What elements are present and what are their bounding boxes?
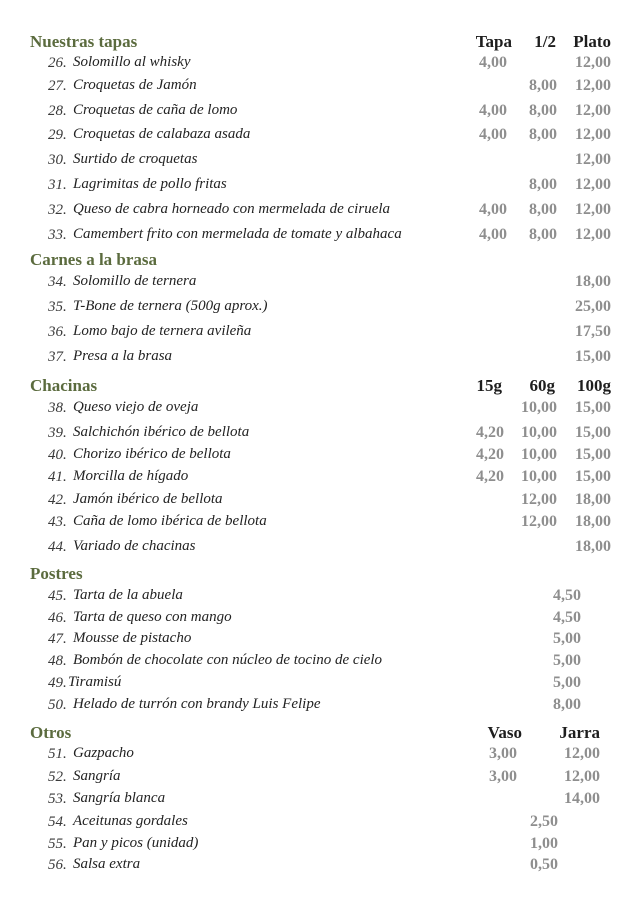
price-plato: 12,00 <box>575 176 611 193</box>
item-name: Camembert frito con mermelada de tomate y albahaca <box>73 226 402 242</box>
item-number: 27. <box>48 78 67 94</box>
price-jarra: 12,00 <box>564 768 600 785</box>
item-number: 55. <box>48 836 67 852</box>
item-number: 28. <box>48 103 67 119</box>
item-name: T-Bone de ternera (500g aprox.) <box>73 298 268 314</box>
item-number: 53. <box>48 791 67 807</box>
item-name: Chorizo ibérico de bellota <box>73 446 231 462</box>
price-plato: 12,00 <box>575 126 611 143</box>
item-number: 32. <box>48 202 67 218</box>
price-60g: 10,00 <box>521 424 557 441</box>
item-number: 48. <box>48 653 67 669</box>
column-header-vaso: Vaso <box>487 723 522 742</box>
item-number: 54. <box>48 814 67 830</box>
price: 25,00 <box>575 298 611 315</box>
section-title-postres: Postres <box>30 564 83 583</box>
item-number: 34. <box>48 274 67 290</box>
price-60g: 12,00 <box>521 513 557 530</box>
price-plato: 12,00 <box>575 226 611 243</box>
section-title-chacinas: Chacinas <box>30 376 98 395</box>
price-60g: 10,00 <box>521 399 557 416</box>
item-name: Gazpacho <box>73 745 134 761</box>
item-name: Sangría <box>73 768 121 784</box>
price-100g: 18,00 <box>575 538 611 555</box>
item-name: Helado de turrón con brandy Luis Felipe <box>73 696 321 712</box>
price-100g: 15,00 <box>575 399 611 416</box>
price-vaso: 3,00 <box>489 768 517 785</box>
price: 0,50 <box>530 856 558 873</box>
price-100g: 18,00 <box>575 513 611 530</box>
item-name: Queso de cabra horneado con mermelada de ciruela <box>73 201 391 217</box>
item-number: 46. <box>48 610 67 626</box>
item-number: 38. <box>48 400 67 416</box>
price-vaso: 3,00 <box>489 745 517 762</box>
price-plato: 12,00 <box>575 77 611 94</box>
item-name: Croquetas de Jamón <box>73 77 197 93</box>
item-number: 51. <box>48 746 67 762</box>
column-header-half: 1/2 <box>534 32 556 51</box>
item-number: 35. <box>48 299 67 315</box>
item-number: 44. <box>48 539 67 555</box>
column-header-60g: 60g <box>529 376 555 395</box>
item-name: Tarta de la abuela <box>73 587 183 603</box>
price-60g: 10,00 <box>521 468 557 485</box>
price: 15,00 <box>575 348 611 365</box>
item-name: Tarta de queso con mango <box>73 609 232 625</box>
item-name: Surtido de croquetas <box>73 151 198 167</box>
item-name: Tiramisú <box>68 674 122 690</box>
item-number: 37. <box>48 349 67 365</box>
section-title-otros: Otros <box>30 723 72 742</box>
item-name: Lomo bajo de ternera avileña <box>73 323 252 339</box>
price: 18,00 <box>575 273 611 290</box>
price-plato: 12,00 <box>575 102 611 119</box>
price-100g: 18,00 <box>575 491 611 508</box>
item-number: 52. <box>48 769 67 785</box>
column-header-tapa: Tapa <box>475 32 512 51</box>
price: 5,00 <box>553 674 581 691</box>
price-tapa: 4,00 <box>479 126 507 143</box>
price: 2,50 <box>530 813 558 830</box>
price-60g: 10,00 <box>521 446 557 463</box>
price: 5,00 <box>553 652 581 669</box>
item-name: Lagrimitas de pollo fritas <box>73 176 227 192</box>
price-15g: 4,20 <box>476 424 504 441</box>
item-number: 41. <box>48 469 67 485</box>
item-name: Croquetas de calabaza asada <box>73 126 251 142</box>
item-number: 45. <box>48 588 67 604</box>
item-name: Salchichón ibérico de bellota <box>73 424 250 440</box>
item-name: Solomillo de ternera <box>73 273 197 289</box>
section-title-carnes: Carnes a la brasa <box>30 250 158 269</box>
section-title-tapas: Nuestras tapas <box>30 32 138 51</box>
item-number: 47. <box>48 631 67 647</box>
price: 5,00 <box>553 630 581 647</box>
item-number: 36. <box>48 324 67 340</box>
price-100g: 15,00 <box>575 446 611 463</box>
price: 4,50 <box>553 609 581 626</box>
item-number: 49. <box>48 675 67 691</box>
price-half: 8,00 <box>529 201 557 218</box>
item-name: Jamón ibérico de bellota <box>73 491 223 507</box>
price-15g: 4,20 <box>476 468 504 485</box>
item-number: 29. <box>48 127 67 143</box>
item-name: Sangría blanca <box>73 790 166 806</box>
item-name: Queso viejo de oveja <box>73 399 199 415</box>
item-number: 31. <box>48 177 67 193</box>
price-15g: 4,20 <box>476 446 504 463</box>
price-60g: 12,00 <box>521 491 557 508</box>
item-number: 39. <box>48 425 67 441</box>
price-100g: 15,00 <box>575 468 611 485</box>
item-number: 42. <box>48 492 67 508</box>
item-name: Solomillo al whisky <box>73 54 191 70</box>
column-header-plato: Plato <box>573 32 611 51</box>
price-jarra: 12,00 <box>564 745 600 762</box>
item-number: 33. <box>48 227 67 243</box>
price-half: 8,00 <box>529 226 557 243</box>
item-name: Mousse de pistacho <box>73 630 192 646</box>
price-plato: 12,00 <box>575 151 611 168</box>
price-half: 8,00 <box>529 176 557 193</box>
item-name: Variado de chacinas <box>73 538 196 554</box>
column-header-15g: 15g <box>476 376 502 395</box>
item-name: Bombón de chocolate con núcleo de tocino de cielo <box>73 652 383 668</box>
price: 17,50 <box>575 323 611 340</box>
price: 4,50 <box>553 587 581 604</box>
price-half: 8,00 <box>529 126 557 143</box>
price-tapa: 4,00 <box>479 201 507 218</box>
item-number: 40. <box>48 447 67 463</box>
price-tapa: 4,00 <box>479 102 507 119</box>
item-name: Presa a la brasa <box>73 348 173 364</box>
price: 8,00 <box>553 696 581 713</box>
price-half: 8,00 <box>529 102 557 119</box>
price-tapa: 4,00 <box>479 226 507 243</box>
item-name: Salsa extra <box>73 856 141 872</box>
item-name: Pan y picos (unidad) <box>73 835 199 851</box>
price: 1,00 <box>530 835 558 852</box>
item-name: Caña de lomo ibérica de bellota <box>73 513 267 529</box>
item-number: 43. <box>48 514 67 530</box>
item-number: 50. <box>48 697 67 713</box>
item-number: 56. <box>48 857 67 873</box>
price-plato: 12,00 <box>575 201 611 218</box>
price-plato: 12,00 <box>575 54 611 71</box>
column-header-100g: 100g <box>577 376 611 395</box>
item-name: Croquetas de caña de lomo <box>73 102 238 118</box>
price-100g: 15,00 <box>575 424 611 441</box>
price-jarra: 14,00 <box>564 790 600 807</box>
price-half: 8,00 <box>529 77 557 94</box>
item-name: Morcilla de hígado <box>73 468 189 484</box>
item-name: Aceitunas gordales <box>73 813 188 829</box>
item-number: 30. <box>48 152 67 168</box>
item-number: 26. <box>48 55 67 71</box>
column-header-jarra: Jarra <box>559 723 600 742</box>
price-tapa: 4,00 <box>479 54 507 71</box>
